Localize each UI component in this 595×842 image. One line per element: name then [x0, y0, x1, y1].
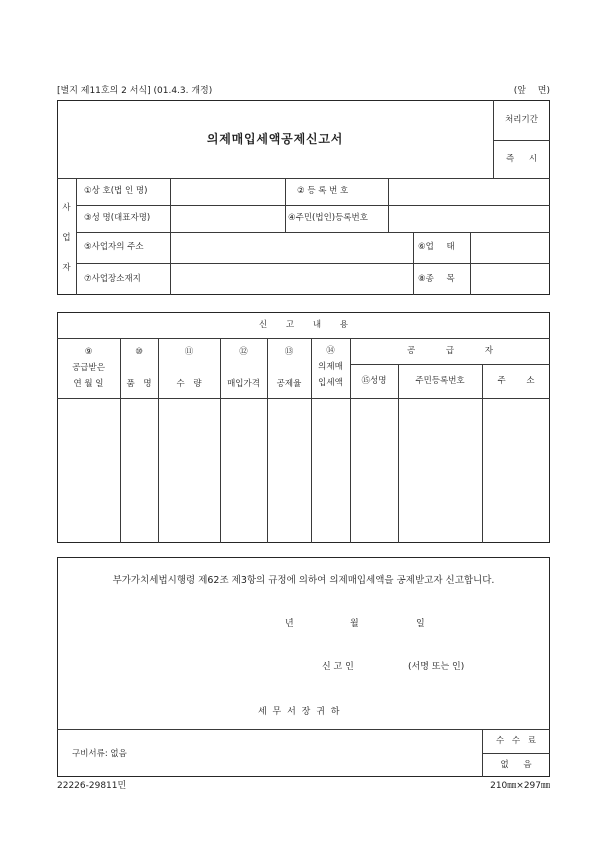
report-heading: 신 고 내 용 [259, 319, 348, 330]
business-item-label: ⑧종 목 [418, 273, 455, 284]
registration-number-field [388, 178, 550, 205]
column-number: ⑪ [184, 347, 194, 357]
business-type-field [470, 232, 550, 263]
business-item-field [470, 263, 550, 295]
supplier-address-header: 주 소 [497, 375, 535, 386]
section-char: 사 [62, 202, 71, 213]
trade-name-field [170, 178, 285, 205]
date-day-label: 일 [416, 619, 425, 629]
business-location-label: ⑦사업장소재지 [84, 273, 141, 284]
reporter-label: 신 고 인 [322, 662, 354, 672]
date-month-label: 월 [350, 619, 359, 629]
signature-label: (서명 또는 인) [408, 662, 465, 672]
column-label: 연 월 일 [73, 379, 104, 389]
column-label: 품 명 [126, 379, 152, 389]
column-number: ⑨ [84, 347, 93, 357]
column-label: 공제율 [276, 379, 302, 389]
business-address-label: ⑤사업자의 주소 [84, 242, 144, 253]
processing-period-label: 처리기간 [505, 114, 538, 125]
declaration-box [57, 557, 550, 777]
column-header-purchase-price [220, 338, 267, 398]
form-code: 22226-29811민 [57, 781, 127, 791]
column-header-deduction-rate [267, 338, 311, 398]
processing-period-value: 즉 시 [505, 153, 538, 164]
tax-office-addressee: 세 무 서 장 귀 하 [258, 707, 340, 717]
fee-value: 없 음 [500, 759, 532, 770]
column-label: 입세액 [318, 378, 343, 388]
report-entry-area [57, 398, 550, 543]
column-number: ⑩ [135, 347, 143, 357]
declaration-statement: 부가가치세법시행령 제62조 제3항의 규정에 의하여 의제매입세액을 공제받고자 신고합니다. [112, 575, 495, 587]
section-char: 업 [62, 232, 71, 243]
form-number: [별지 제11호의 2 서식] (01.4.3. 개정) [57, 86, 213, 96]
column-label: 공급받은 [72, 363, 105, 373]
resident-number-field [388, 205, 550, 232]
page-side: (앞 면) [513, 86, 550, 96]
paper-size: 210㎜×297㎜ [490, 781, 550, 791]
representative-name-field [170, 205, 285, 232]
trade-name-label: ①상 호(법 인 명) [84, 186, 148, 197]
representative-name-label: ③성 명(대표자명) [84, 213, 151, 224]
resident-number-label: ④주민(법인)등록번호 [288, 213, 368, 224]
business-location-field [170, 263, 413, 295]
column-header-quantity [158, 338, 220, 398]
business-section-label [57, 182, 76, 294]
required-documents: 구비서류: 없음 [72, 749, 127, 759]
column-header-supply-date [57, 338, 120, 398]
column-label: 수 량 [176, 379, 202, 389]
column-label: 의제매 [318, 362, 343, 372]
column-number: ⑭ [326, 346, 335, 356]
fee-label: 수 수 료 [495, 735, 537, 746]
column-label: 매입가격 [227, 379, 260, 389]
registration-number-label: ② 등 록 번 호 [297, 186, 349, 197]
form-title: 의제매입세액공제신고서 [206, 132, 344, 146]
date-year-label: 년 [285, 619, 294, 629]
section-char: 자 [62, 262, 71, 273]
column-number: ⑬ [284, 347, 294, 357]
supplier-resident-number-header: 주민등록번호 [415, 375, 465, 386]
business-address-field [170, 232, 413, 263]
supplier-heading: 공 급 자 [406, 345, 494, 356]
column-header-deemed-input-tax [311, 338, 350, 398]
column-header-item-name [120, 338, 158, 398]
rule [57, 729, 550, 730]
business-type-label: ⑥업 태 [418, 242, 455, 253]
supplier-name-header: ⑮성명 [361, 375, 387, 386]
column-number: ⑫ [239, 347, 248, 357]
